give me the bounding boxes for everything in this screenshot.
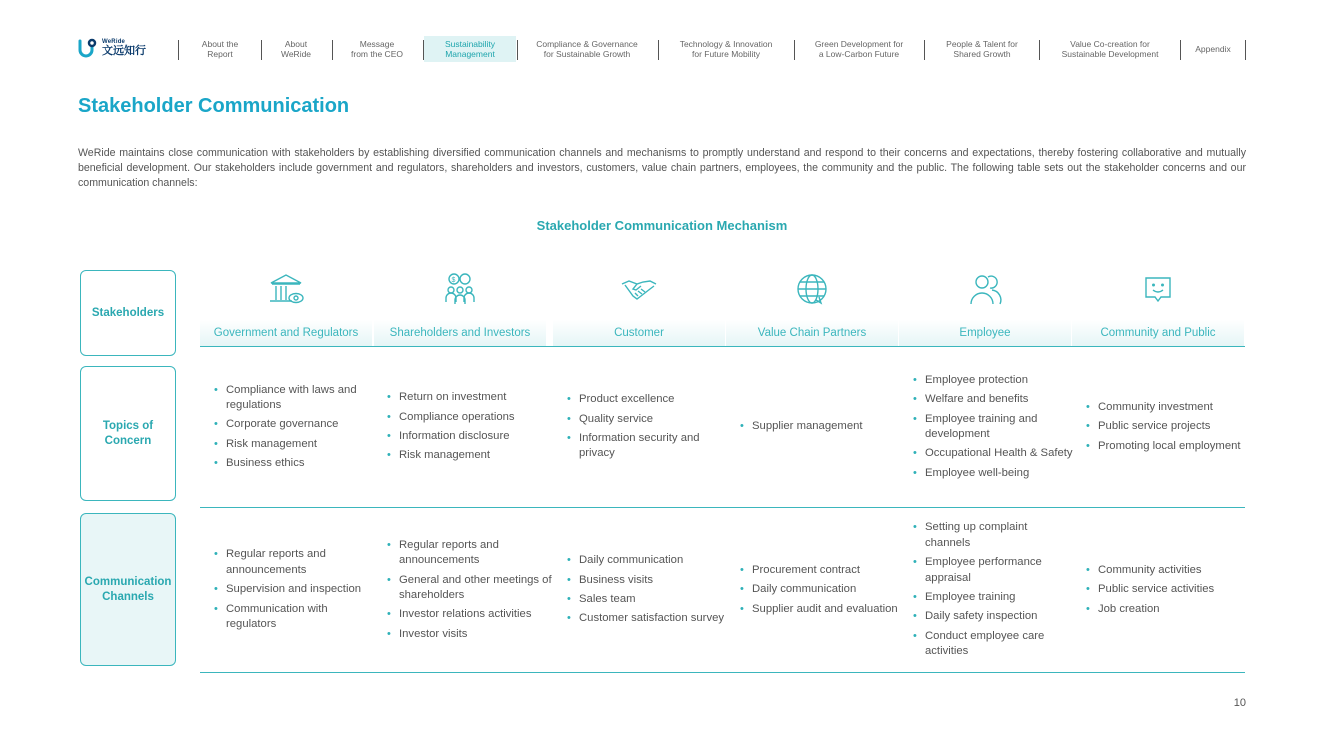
nav-green-development[interactable]: Green Development for a Low-Carbon Future <box>814 39 904 59</box>
list-item: • Employee performance appraisal <box>913 555 1073 586</box>
nav-people-talent[interactable]: People & Talent for Shared Growth <box>946 39 1018 59</box>
channels-cell-shareholders <box>387 510 552 670</box>
row-label-text: Stakeholders <box>91 306 165 319</box>
list-item: • Setting up complaint channels <box>913 520 1073 551</box>
row-label-stakeholders <box>80 270 176 356</box>
list-item: • Job creation <box>1086 602 1244 618</box>
weride-logo-mark-icon <box>78 38 98 58</box>
column-header-value-chain <box>726 268 898 346</box>
list-item: • Employee training <box>913 590 1073 606</box>
list-item: • Communication with regulators <box>214 602 379 633</box>
list-item: • Business ethics <box>214 456 379 472</box>
list-item: • Employee protection <box>913 373 1075 389</box>
topics-cell-government <box>214 352 379 502</box>
list-item: • Public service activities <box>1086 582 1244 598</box>
topics-cell-customer <box>567 352 732 502</box>
channels-cell-employee <box>913 510 1073 670</box>
nav-separator <box>794 40 795 60</box>
list-item: • Daily communication <box>567 553 735 569</box>
column-header-community <box>1072 268 1244 346</box>
nav-separator <box>517 40 518 60</box>
list-item: • Risk management <box>387 448 552 464</box>
list-item: • Occupational Health & Safety <box>913 446 1075 462</box>
column-header-employee <box>899 268 1071 346</box>
nav-separator <box>178 40 179 60</box>
table-divider <box>200 507 1245 508</box>
channels-cell-community <box>1086 510 1244 670</box>
column-header-customer <box>553 268 725 346</box>
list-item: • Customer satisfaction survey <box>567 611 735 627</box>
table-title: Stakeholder Communication Mechanism <box>536 218 788 233</box>
list-item: • Risk management <box>214 437 379 453</box>
page-title: Stakeholder Communication <box>78 95 350 117</box>
row-label-topics <box>80 366 176 501</box>
list-item: • Employee training and development <box>913 412 1075 443</box>
logo[interactable] <box>78 38 146 58</box>
list-item: • Business visits <box>567 573 735 589</box>
list-item: • Investor relations activities <box>387 607 552 623</box>
column-label: Employee <box>899 320 1071 346</box>
nav-value-cocreation[interactable]: Value Co-creation for Sustainable Development <box>1061 39 1159 59</box>
column-label: Community and Public <box>1072 320 1244 346</box>
svg-text:$: $ <box>451 277 456 284</box>
column-header-shareholders <box>374 268 546 346</box>
list-item: • Procurement contract <box>740 563 910 579</box>
column-label: Customer <box>553 320 725 346</box>
table-divider <box>200 672 1245 673</box>
list-item: • Daily communication <box>740 582 910 598</box>
column-label: Shareholders and Investors <box>374 320 546 346</box>
list-item: • Quality service <box>567 412 732 428</box>
nav-appendix[interactable]: Appendix <box>1195 44 1231 54</box>
nav-separator <box>1039 40 1040 60</box>
list-item: • Promoting local employment <box>1086 439 1244 455</box>
topics-cell-shareholders <box>387 352 552 502</box>
row-label-text: Communication Channels <box>84 575 172 603</box>
list-item: • Compliance operations <box>387 410 552 426</box>
list-item: • Compliance with laws and regulations <box>214 383 379 414</box>
list-item: • Welfare and benefits <box>913 392 1075 408</box>
row-label-text: Topics of Concern <box>102 419 154 447</box>
nav-about-weride[interactable]: About WeRide <box>280 39 312 59</box>
list-item: • Supplier management <box>740 419 905 435</box>
nav-separator <box>924 40 925 60</box>
column-header-government <box>200 268 372 346</box>
page-number: 10 <box>1233 697 1246 709</box>
list-item: • Investor visits <box>387 627 552 643</box>
nav-separator <box>1245 40 1246 60</box>
nav-separator <box>658 40 659 60</box>
channels-cell-value-chain <box>740 510 910 670</box>
chat-smile-icon <box>1138 270 1178 310</box>
government-building-icon <box>266 270 306 310</box>
logo-text-cn: 文远知行 <box>102 45 146 57</box>
people-icon <box>965 270 1005 310</box>
table-divider <box>200 346 1245 347</box>
nav-technology-innovation[interactable]: Technology & Innovation for Future Mobility <box>679 39 773 59</box>
list-item: • Employee well-being <box>913 466 1075 482</box>
list-item: • Return on investment <box>387 390 552 406</box>
nav-message-ceo[interactable]: Message from the CEO <box>351 39 403 59</box>
list-item: • Sales team <box>567 592 735 608</box>
channels-cell-customer <box>567 510 735 670</box>
nav-about-report[interactable]: About the Report <box>201 39 239 59</box>
column-label: Value Chain Partners <box>726 320 898 346</box>
globe-icon <box>792 270 832 310</box>
investors-group-icon <box>440 270 480 310</box>
column-label: Government and Regulators <box>200 320 372 346</box>
topics-cell-community <box>1086 352 1244 502</box>
list-item: • Information disclosure <box>387 429 552 445</box>
list-item: • Supplier audit and evaluation <box>740 602 910 618</box>
intro-paragraph: WeRide maintains close communication with stakeholders by establishing diversified communication channels and mechanisms to promptly understand and respond to their concerns and expectations, thereby fostering collaborative and mutually beneficial development. Our stakeholders include government and regulators, shareholders and investors, customers, value chain partners, employees, the community and the public. The following table sets out the stakeholder concerns and our communication channels: <box>78 147 1246 189</box>
list-item: • Regular reports and announcements <box>214 547 379 578</box>
list-item: • Community activities <box>1086 563 1244 579</box>
list-item: • Conduct employee care activities <box>913 629 1073 660</box>
row-label-channels <box>80 513 176 666</box>
nav-separator <box>261 40 262 60</box>
list-item: • Information security and privacy <box>567 431 732 462</box>
logo-text-en: WeRide <box>102 39 126 45</box>
list-item: • Public service projects <box>1086 419 1244 435</box>
list-item: • Daily safety inspection <box>913 609 1073 625</box>
topics-cell-employee <box>913 352 1075 502</box>
list-item: • General and other meetings of shareholders <box>387 573 552 604</box>
list-item: • Regular reports and announcements <box>387 538 552 569</box>
list-item: • Supervision and inspection <box>214 582 379 598</box>
nav-separator <box>1180 40 1181 60</box>
handshake-icon <box>619 270 659 310</box>
nav-sustainability-management[interactable]: Sustainability Management <box>424 36 516 62</box>
top-nav <box>178 36 1246 62</box>
topics-cell-value-chain <box>740 352 905 502</box>
list-item: • Corporate governance <box>214 417 379 433</box>
nav-separator <box>332 40 333 60</box>
list-item: • Community investment <box>1086 400 1244 416</box>
nav-compliance-governance[interactable]: Compliance & Governance for Sustainable Growth <box>536 39 638 59</box>
list-item: • Product excellence <box>567 392 732 408</box>
channels-cell-government <box>214 510 379 670</box>
